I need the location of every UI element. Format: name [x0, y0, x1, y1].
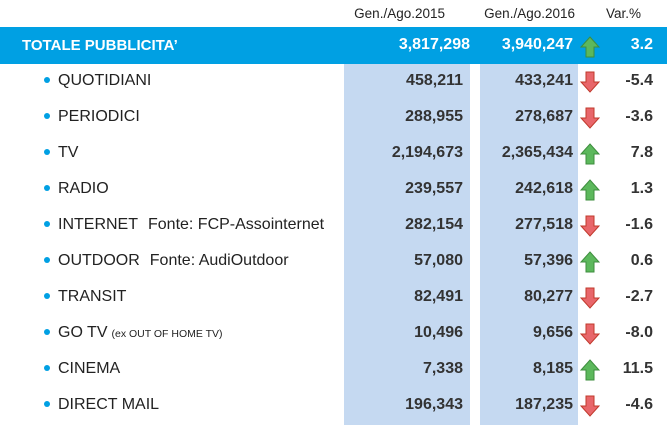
value-2016: 278,687 — [515, 108, 573, 125]
arrow-down-icon — [580, 323, 600, 350]
value-2015: 82,491 — [414, 288, 463, 305]
bullet-icon — [44, 149, 50, 155]
media-name: TV — [58, 144, 79, 161]
bullet-icon — [44, 77, 50, 83]
header-variation: Var.% — [605, 6, 641, 21]
media-label — [58, 360, 120, 378]
value-2016: 433,241 — [515, 72, 573, 89]
media-label — [58, 72, 151, 90]
value-2015: 288,955 — [405, 108, 463, 125]
arrow-up-icon — [580, 36, 600, 63]
media-small-note: (ex OUT OF HOME TV) — [111, 328, 223, 340]
bullet-icon — [44, 221, 50, 227]
value-2016: 9,656 — [532, 324, 573, 341]
value-2016: 80,277 — [524, 288, 573, 305]
media-label — [58, 324, 223, 342]
variation-percent: 7.8 — [630, 144, 653, 161]
variation-percent: 0.6 — [630, 252, 653, 269]
media-name: RADIO — [58, 180, 109, 197]
header-2016: Gen./Ago.2016 — [484, 6, 575, 21]
value-2015: 196,343 — [405, 396, 463, 413]
value-2016: 57,396 — [524, 252, 573, 269]
arrow-up-icon — [580, 179, 600, 206]
arrow-down-icon — [580, 107, 600, 134]
arrow-down-icon — [580, 71, 600, 98]
arrow-up-icon — [580, 143, 600, 170]
media-name: GO TV — [58, 324, 108, 341]
value-2016: 242,618 — [515, 180, 573, 197]
value-2016: 2,365,434 — [501, 144, 573, 161]
table-row — [0, 172, 667, 208]
table-row — [0, 136, 667, 172]
arrow-down-icon — [580, 395, 600, 422]
value-2015: 57,080 — [414, 252, 463, 269]
variation-percent: 11.5 — [622, 360, 653, 377]
total-label: TOTALE PUBBLICITA’ — [22, 37, 178, 54]
table-row — [0, 64, 667, 100]
arrow-up-icon — [580, 359, 600, 386]
value-2016: 187,235 — [515, 396, 573, 413]
media-name: DIRECT MAIL — [58, 396, 160, 413]
media-name: OUTDOOR — [58, 252, 140, 269]
bullet-icon — [44, 365, 50, 371]
table-row — [0, 244, 667, 280]
variation-percent: -8.0 — [625, 324, 653, 341]
arrow-up-icon — [580, 251, 600, 278]
media-name: INTERNET — [58, 216, 138, 233]
table-row — [0, 100, 667, 136]
total-value-2016: 3,940,247 — [501, 36, 573, 53]
media-name: PERIODICI — [58, 108, 140, 125]
variation-percent: -1.6 — [625, 216, 653, 233]
total-value-2015: 3,817,298 — [398, 36, 470, 53]
value-2015: 2,194,673 — [391, 144, 463, 161]
table-row — [0, 280, 667, 316]
media-label — [58, 252, 289, 270]
media-label — [58, 144, 78, 162]
variation-percent: -5.4 — [625, 72, 653, 89]
variation-percent: -3.6 — [625, 108, 653, 125]
value-2015: 239,557 — [405, 180, 463, 197]
total-row — [0, 27, 667, 64]
media-label — [58, 180, 109, 198]
variation-percent: 1.3 — [630, 180, 653, 197]
header-2015: Gen./Ago.2015 — [354, 6, 445, 21]
bullet-icon — [44, 293, 50, 299]
bullet-icon — [44, 329, 50, 335]
table-header — [0, 0, 667, 26]
arrow-down-icon — [580, 215, 600, 242]
value-2016: 8,185 — [532, 360, 573, 377]
media-source-note: Fonte: AudiOutdoor — [149, 252, 289, 269]
table-row — [0, 352, 667, 388]
table-row — [0, 316, 667, 352]
media-label — [58, 396, 159, 414]
arrow-down-icon — [580, 287, 600, 314]
media-name: CINEMA — [58, 360, 121, 377]
variation-percent: -4.6 — [625, 396, 653, 413]
table-row — [0, 208, 667, 244]
bullet-icon — [44, 113, 50, 119]
bullet-icon — [44, 185, 50, 191]
value-2015: 7,338 — [422, 360, 463, 377]
media-label — [58, 288, 126, 306]
media-label — [58, 216, 324, 234]
variation-percent: -2.7 — [625, 288, 653, 305]
media-source-note: Fonte: FCP-Assointernet — [148, 216, 325, 233]
bullet-icon — [44, 401, 50, 407]
media-label — [58, 108, 140, 126]
value-2015: 458,211 — [406, 72, 463, 89]
value-2015: 282,154 — [405, 216, 463, 233]
value-2015: 10,496 — [414, 324, 463, 341]
value-2016: 277,518 — [515, 216, 573, 233]
media-name: QUOTIDIANI — [58, 72, 152, 89]
total-variation: 3.2 — [630, 36, 653, 53]
media-name: TRANSIT — [58, 288, 127, 305]
table-row — [0, 388, 667, 424]
bullet-icon — [44, 257, 50, 263]
